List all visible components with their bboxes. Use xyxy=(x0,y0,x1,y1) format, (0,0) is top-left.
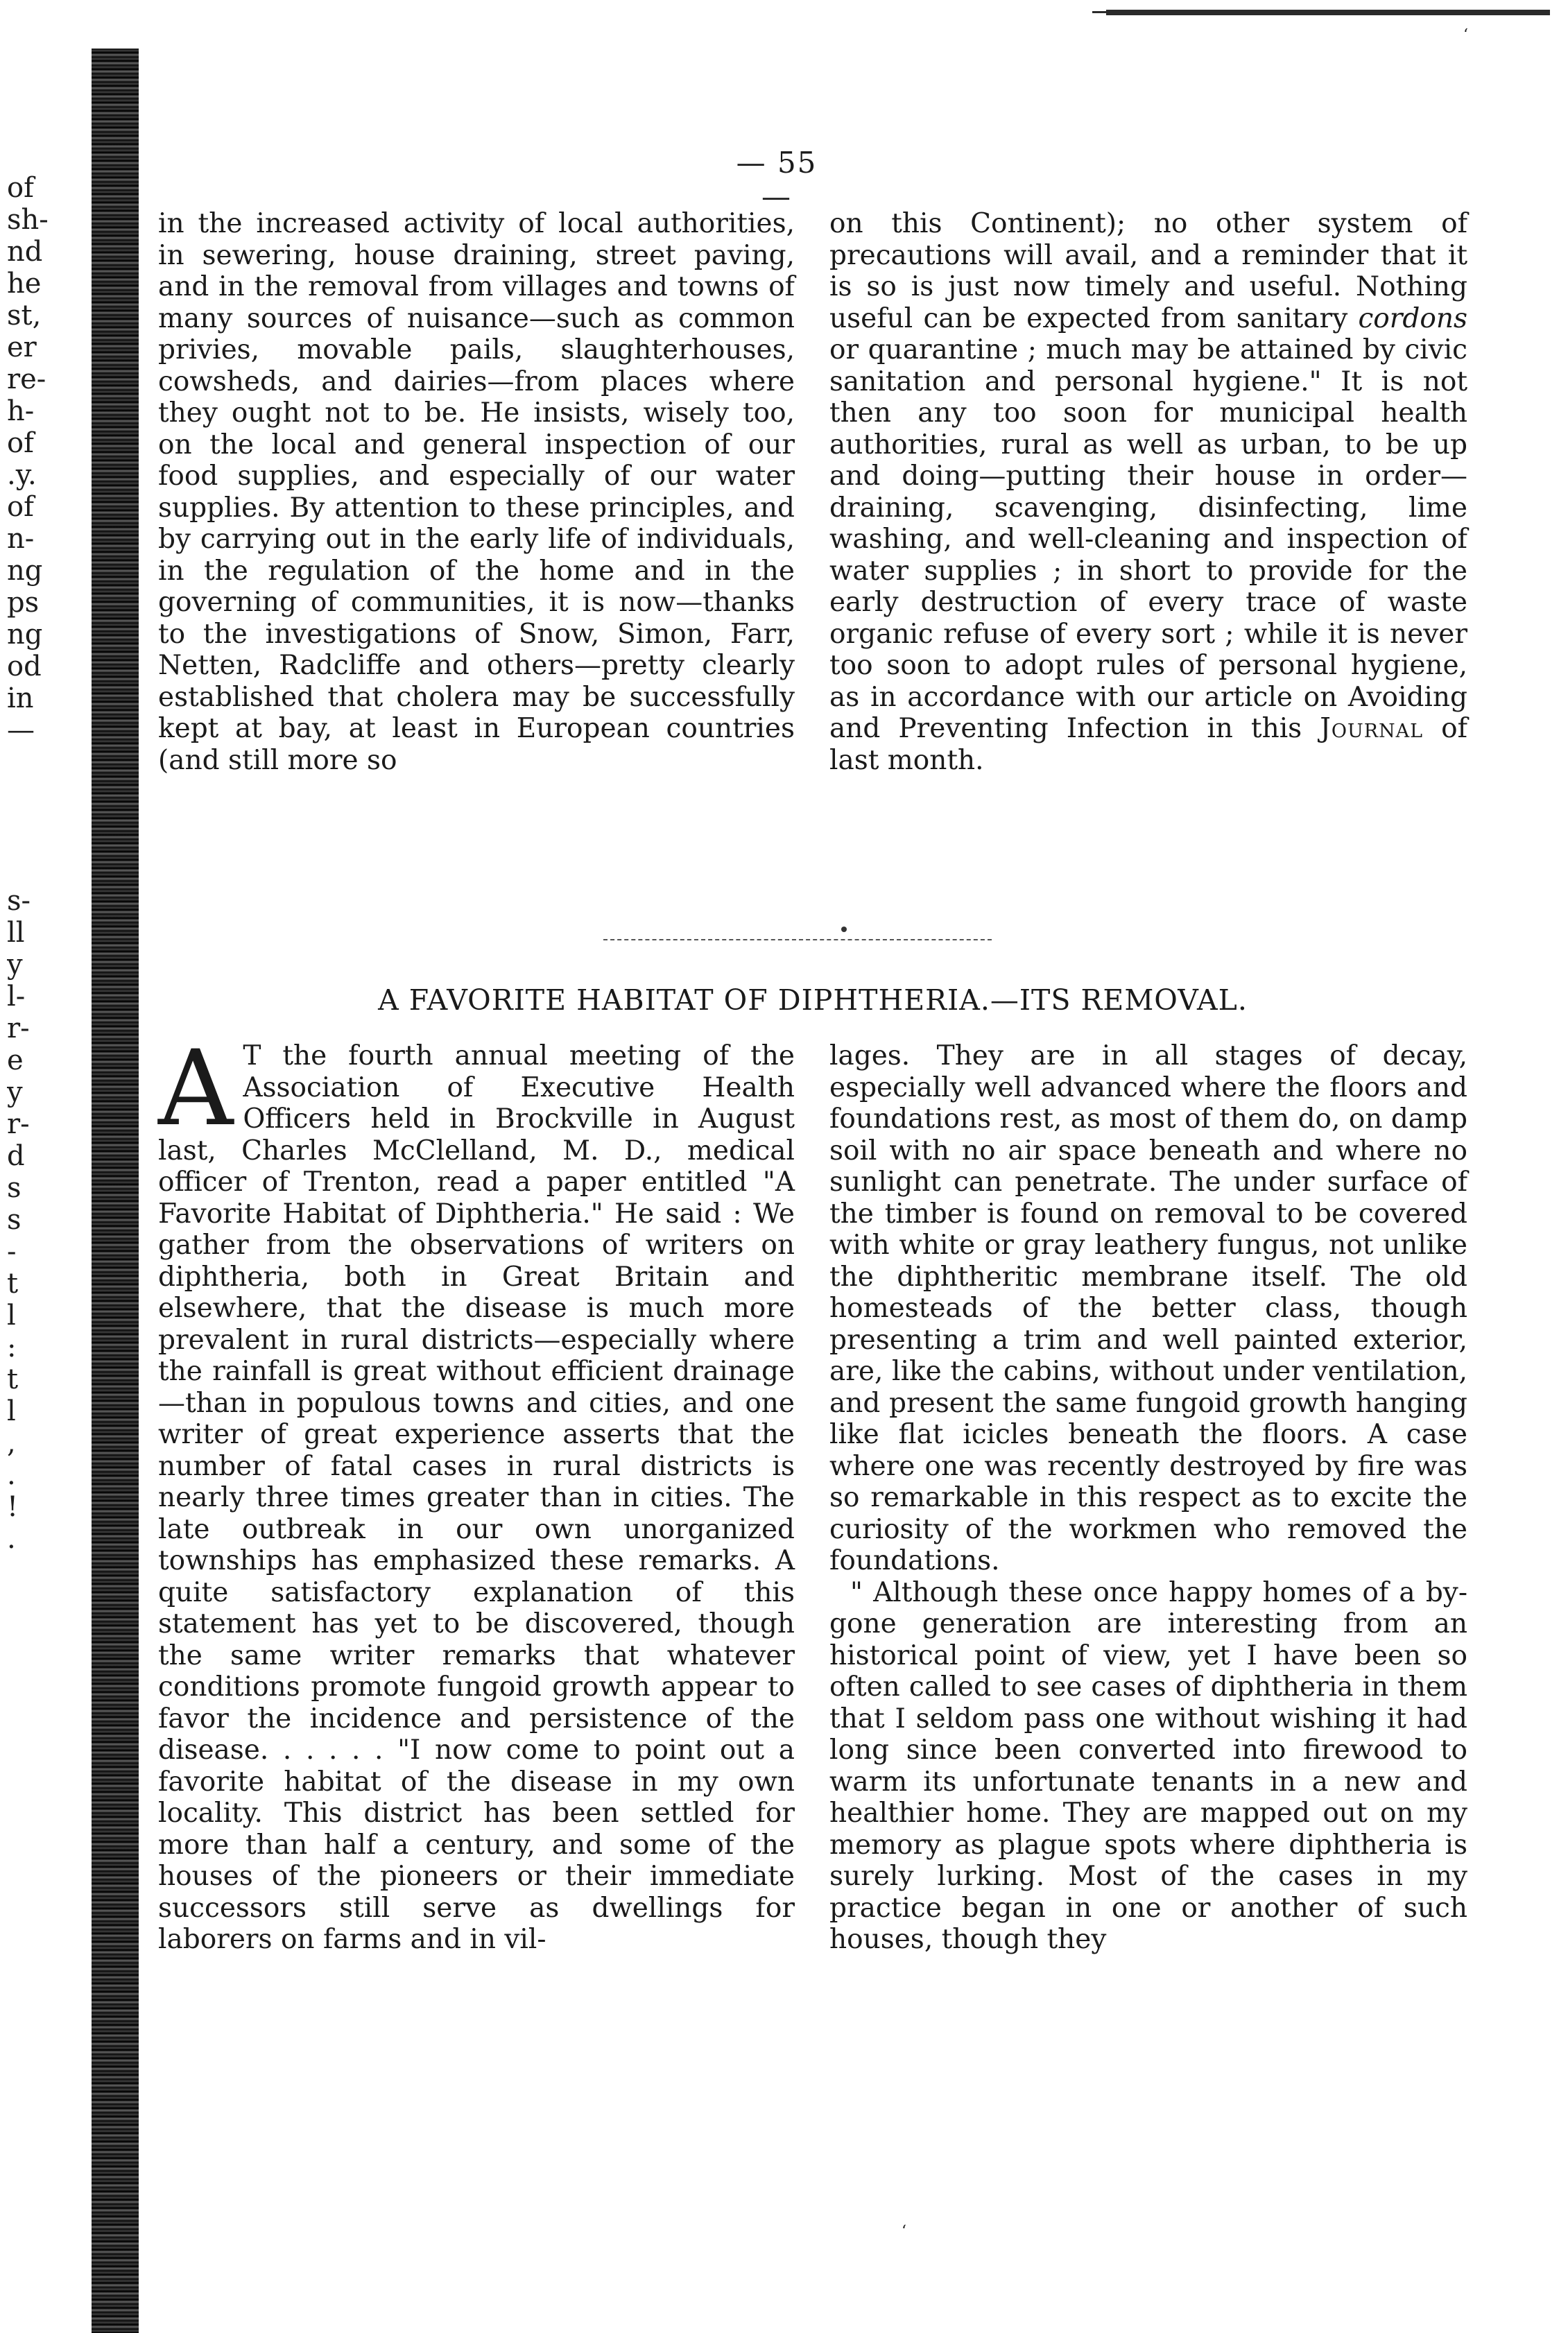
article-left-column xyxy=(158,1028,795,1956)
article-right-column xyxy=(829,1040,1467,1956)
separator-dot xyxy=(841,927,847,932)
margin-fragment: - xyxy=(7,1236,17,1268)
article-right-paragraph-1: lages. They are in all stages of decay, especially well advanced where the floors and foundations rest, as most of them do, on damp soil with no air space beneath and where no sunlight can penetrate. The under surface of the timber is found on removal to be covered with white or gray leathery fungus, not unlike the diphtheritic membrane itself. The old homesteads of the better class, though presenting a trim and well painted exterior, are, like the cabins, without under ventilation, and present the same fungoid growth hanging like flat icicles beneath the floors. A case where one was recently destroyed by fire was so remarkable in this respect as to excite the curiosity of the workmen who removed the foundations. xyxy=(829,1040,1467,1576)
margin-fragment: — xyxy=(7,714,35,746)
margin-fragment: re- xyxy=(7,363,46,395)
margin-fragment: er xyxy=(7,332,37,363)
page-number: — 55 — xyxy=(736,146,818,214)
margin-fragment: s- xyxy=(7,885,31,917)
margin-fragment: he xyxy=(7,268,42,300)
margin-fragment: , xyxy=(7,1427,16,1459)
margin-fragment: t xyxy=(7,1268,19,1300)
margin-fragment: y xyxy=(7,949,23,981)
article-headline: A FAVORITE HABITAT OF DIPHTHERIA.—ITS REMOVAL. xyxy=(378,983,1248,1017)
top-right-text-3: of last month. xyxy=(829,713,1468,776)
margin-fragment: . xyxy=(7,1459,16,1491)
margin-fragment: l- xyxy=(7,981,26,1013)
margin-fragment: of xyxy=(7,427,34,459)
margin-fragment: s xyxy=(7,1204,21,1236)
margin-fragment: ps xyxy=(7,587,40,619)
margin-fragment: ng xyxy=(7,619,43,651)
top-left-column xyxy=(158,208,795,776)
margin-gap xyxy=(7,746,83,885)
margin-fragment: l xyxy=(7,1395,16,1427)
margin-fragment: in xyxy=(7,682,34,714)
margin-fragment: y xyxy=(7,1076,23,1108)
drop-cap: A xyxy=(158,1028,234,1149)
margin-fragment: ng xyxy=(7,555,43,587)
margin-fragment: d xyxy=(7,1140,25,1172)
margin-fragment: nd xyxy=(7,236,43,268)
margin-fragments xyxy=(7,172,83,1555)
margin-fragment: ! xyxy=(7,1491,19,1523)
margin-fragment: of xyxy=(7,172,34,204)
margin-fragment: .y. xyxy=(7,459,37,491)
article-left-text: T the fourth annual meeting of the Association of Executive Health Officers held in Brockville in August last, Charles McClelland, M. D., medical officer of Trenton, read a paper entitled "A Favorite Habitat of Diphtheria." He said : We gather from the observations of writers on diphtheria, both in Great Britain and elsewhere, that the disease is much more prevalent in rural districts—especially where the rainfall is great without efficient drainage—than in populous towns and cities, and one writer of great experience asserts that the number of fatal cases in rural districts is nearly three times greater than in cities. The late outbreak in our own unorganized townships has emphasized these remarks. A quite satisfactory explanation of this statement has yet to be discovered, though the same writer remarks that whatever conditions promote fungoid growth appear to favor the incidence and persistence of the disease. . . . . . "I now come to point out a favorite habitat of the disease in my own locality. This district has been settled for more than half a century, and some of the houses of the pioneers or their immediate successors still serve as dwellings for laborers on farms and in vil- xyxy=(158,1040,795,1955)
margin-fragment: : xyxy=(7,1332,17,1363)
margin-fragment: r- xyxy=(7,1108,30,1140)
margin-fragment: r- xyxy=(7,1013,30,1044)
top-right-text-1: on this Continent); no other system of precautions will avail, and a reminder that it is so is just now timely and useful. Nothing useful can be expected from sanitary xyxy=(829,208,1467,334)
margin-fragment: e xyxy=(7,1044,24,1076)
journal-name: Journal xyxy=(1320,713,1424,744)
margin-fragment: of xyxy=(7,491,34,523)
binding-strip xyxy=(92,49,139,2333)
margin-fragment: s xyxy=(7,1172,21,1204)
top-right-italic: cordons xyxy=(1358,302,1467,334)
margin-fragment: ll xyxy=(7,917,25,949)
margin-fragment: . xyxy=(7,1523,16,1555)
margin-fragment: l xyxy=(7,1300,16,1332)
margin-fragment: n- xyxy=(7,523,35,555)
margin-fragment: sh- xyxy=(7,204,49,236)
top-right-column xyxy=(829,208,1467,776)
tick-mark: ‘ xyxy=(902,2223,906,2240)
top-left-paragraph: in the increased activity of local authorities, in sewering, house draining, street paving, and in the removal from villages and towns of many sources of nuisance—such as common privies, movable pails, slaughterhouses, cowsheds, and dairies—from places where they ought not to be. He insists, wisely too, on the local and general inspection of our food supplies, and especially of our water supplies. By attention to these principles, and by carrying out in the early life of individuals, in the regulation of the home and in the governing of communities, it is now—thanks to the investigations of Snow, Simon, Farr, Netten, Radcliffe and others—pretty clearly established that cholera may be successfully kept at bay, at least in European countries (and still more so xyxy=(158,208,795,776)
margin-fragment: st, xyxy=(7,300,42,332)
corner-mark: ‘ xyxy=(1463,26,1468,44)
section-separator xyxy=(603,939,992,945)
top-right-paragraph xyxy=(829,208,1467,776)
article-right-paragraph-2: " Although these once happy homes of a by-gone generation are interesting from an historical point of view, yet I have been so often called to see cases of diphtheria in them that I seldom pass one without wishing it had long since been converted into firewood to warm its unfortunate tenants in a new and healthier home. They are mapped out on my memory as plague spots where diphtheria is surely lurking. Most of the cases in my practice began in one or another of such houses, though they xyxy=(829,1576,1467,1955)
article-first-paragraph xyxy=(158,1028,795,1956)
margin-fragment: t xyxy=(7,1363,19,1395)
margin-fragment: od xyxy=(7,651,42,682)
top-right-text-2: or quarantine ; much may be attained by civic sanitation and personal hygiene." It is not then any too soon for municipal health authorities, rural as well as urban, to be up and doing—putting their house in order—draining, scavenging, disinfecting, lime washing, and well-cleaning and inspection of water supplies ; in short to provide for the early destruction of every trace of waste organic refuse of every sort ; while it is never too soon to adopt rules of personal hygiene, as in accordance with our article on Avoiding and Preventing Infection in this xyxy=(829,334,1467,744)
margin-fragment: h- xyxy=(7,395,35,427)
top-rule xyxy=(1106,10,1550,15)
